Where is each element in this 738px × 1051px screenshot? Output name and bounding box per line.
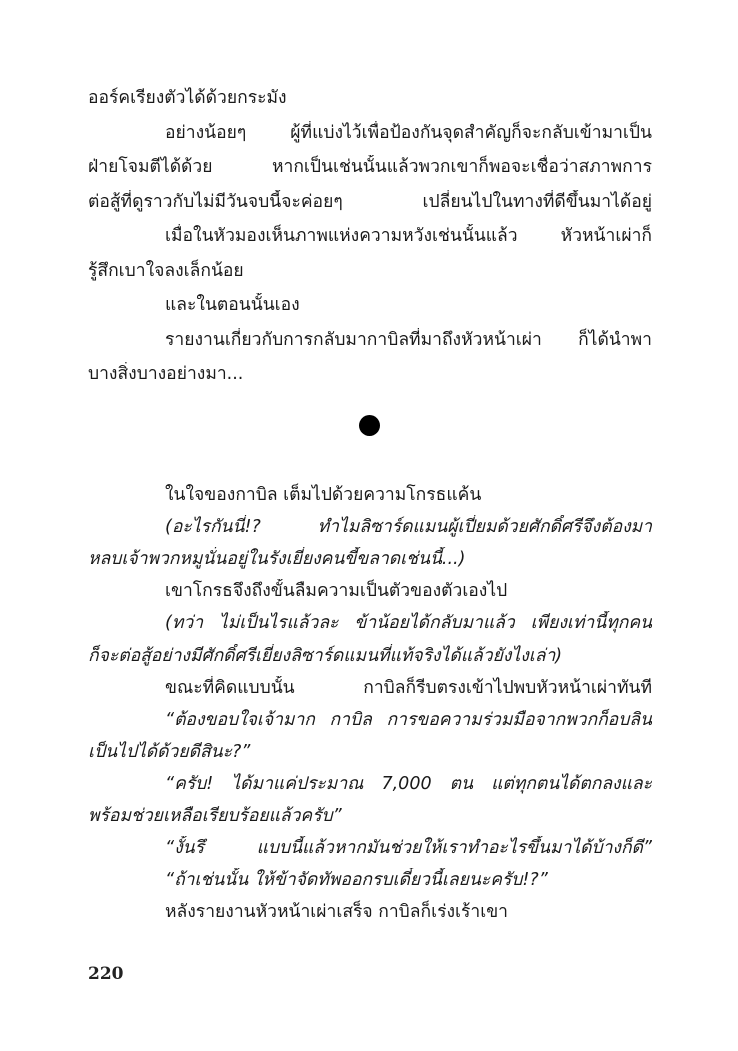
text-line: ในใจของกาบิล เต็มไปด้วยความโกรธแค้น — [165, 485, 482, 505]
text-line: (ทว่า ไม่เป็นไรแล้วละ ข้าน้อยได้กลับมาแล้ว เพียงเท่านี้ทุกคน — [165, 613, 652, 634]
text-line: (อะไรกันนี่!? ทำไมลิซาร์ดแมนผู้เปี่ยมด้วยศักดิ์ศรีจึงต้องมา — [165, 517, 652, 538]
text-line: ก็จะต่อสู้อย่างมีศักดิ์ศรีเยี่ยงลิซาร์ดแมนที่แท้จริงได้แล้วยังไงเล่า) — [88, 645, 563, 666]
text-line: ออร์คเรียงตัวได้ด้วยกระมัง — [88, 88, 287, 108]
text-line: ฝ่ายโจมตีได้ด้วย หากเป็นเช่นนั้นแล้วพวกเขาก็พอจะเชื่อว่าสภาพการ — [88, 157, 652, 177]
text-line: รายงานเกี่ยวกับการกลับมากาบิลที่มาถึงหัวหน้าเผ่า ก็ได้นำพา — [165, 329, 652, 350]
text-line: หลังรายงานหัวหน้าเผ่าเสร็จ กาบิลก็เร่งเร้าเขา — [165, 902, 509, 923]
text-line: อย่างน้อยๆ ผู้ที่แบ่งไว้เพื่อป้องกันจุดสำคัญก็จะกลับเข้ามาเป็น — [165, 122, 652, 143]
text-line: ขณะที่คิดแบบนั้น กาบิลก็รีบตรงเข้าไปพบหัวหน้าเผ่าทันที — [165, 677, 652, 698]
page-number: 220 — [88, 964, 124, 984]
text-line: หลบเจ้าพวกหมูนั่นอยู่ในรังเยี่ยงคนขี้ขลาดเช่นนี้...) — [88, 549, 466, 570]
text-line: เป็นไปได้ด้วยดีสินะ?” — [88, 741, 251, 762]
text-line: “ถ้าเช่นนั้น ให้ข้าจัดทัพออกรบเดี๋ยวนี้เลยนะครับ!?” — [165, 870, 548, 891]
text-line: พร้อมช่วยเหลือเรียบร้อยแล้วครับ” — [88, 806, 342, 826]
text-line: “ต้องขอบใจเจ้ามาก กาบิล การขอความร่วมมือจากพวกก็อบลิน — [165, 709, 652, 730]
text-line: รู้สึกเบาใจลงเล็กน้อย — [88, 260, 244, 281]
text-line: เขาโกรธจึงถึงขั้นลืมความเป็นตัวของตัวเองไป — [165, 581, 508, 602]
text-line: ต่อสู้ที่ดูราวกับไม่มีวันจบนี้จะค่อยๆ เปลี่ยนไปในทางที่ดีขึ้นมาได้อยู่ — [88, 191, 652, 212]
text-line: บางสิ่งบางอย่างมา... — [88, 364, 244, 384]
section-break-bullet — [359, 415, 380, 436]
text-line: “ครับ! ได้มาแค่ประมาณ 7,000 ตน แต่ทุกตนได้ตกลงและ — [165, 773, 652, 794]
text-line: “งั้นรึ แบบนี้แล้วหากมันช่วยให้เราทำอะไรขึ้นมาได้บ้างก็ดี” — [165, 838, 652, 859]
text-line: และในตอนนั้นเอง — [165, 295, 300, 315]
text-line: เมื่อในหัวมองเห็นภาพแห่งความหวังเช่นนั้นแล้ว หัวหน้าเผ่าก็ — [165, 226, 652, 246]
